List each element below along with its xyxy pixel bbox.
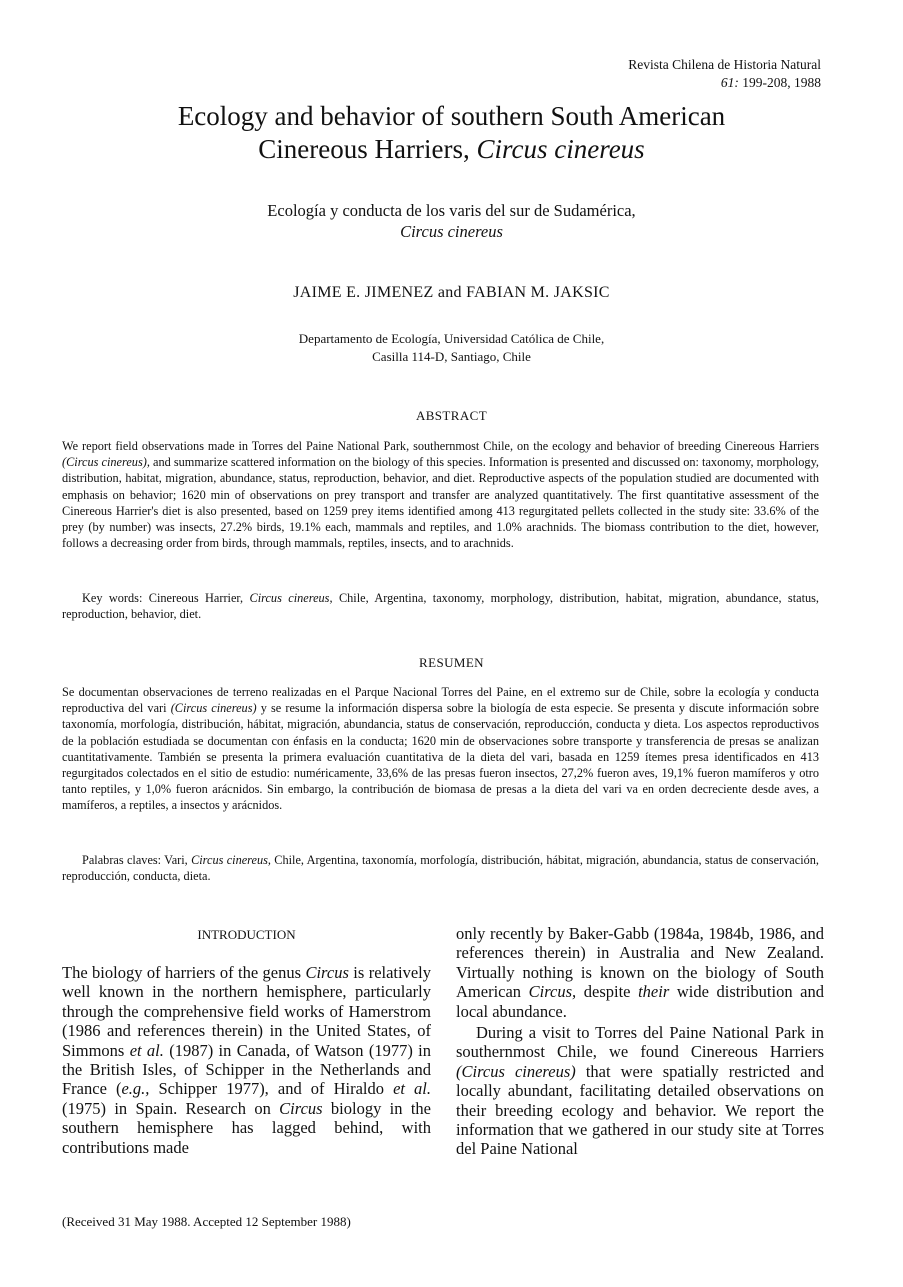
paper-title bbox=[60, 100, 843, 166]
introduction-heading: INTRODUCTION bbox=[197, 927, 296, 942]
resumen-body bbox=[62, 684, 819, 814]
intro-right-text-3: wide distribution and local abundance. bbox=[456, 982, 824, 1021]
journal-name: Revista Chilena de Historia Natural bbox=[628, 57, 821, 72]
journal-volume: 61: bbox=[720, 75, 739, 90]
introduction-right-column bbox=[456, 924, 824, 1159]
keywords-list: Chile, Argentina, taxonomy, morphology, distribution, habitat, migration, abundance, status, reproduction, behavior, diet. bbox=[62, 591, 819, 622]
abstract-heading: ABSTRACT bbox=[415, 408, 488, 423]
resumen-text-2: y se resume la información dispersa sobre la biología de esta especie. Se presenta y discute información sobre taxonomía, morfología, distribución, hábitat, migración, abundancia, status de conservación, reproducción, conducta y dieta. Los aspectos reproductivos de la población estudiada se documentan con énfasis en la conducta; 1620 min de observaciones sobre transporte y transferencia de presas se analizan cuantitativamente. También se presenta la primera evaluación cuantitativa de la dieta del vari, basada en 1259 ítemes presa identificados en 413 regurgitados colectados en el sitio de estudio: numéricamente, 33,6% de las presas fueron insectos, 27,2% fueron aves, 19,1% fueron mamíferos y otro tanto reptiles, y 1,0% fueron arácnidos. Sin embargo, la contribución de biomasa de presas a la dieta del vari va en orden decreciente desde aves, a mamíferos, a reptiles, a insectos y arácnidos. bbox=[62, 701, 819, 813]
intro-left-genus-2: Circus bbox=[279, 1098, 323, 1118]
intro-right-text-1: only recently by Baker-Gabb (1984a, 1984b, 1986, and references therein) in Australia and New Zealand. Virtually nothing is known on the biology of South American bbox=[456, 924, 824, 1002]
received-note: (Received 31 May 1988. Accepted 12 September 1988) bbox=[62, 1214, 351, 1229]
abstract-species: (Circus cinereus), bbox=[62, 455, 150, 470]
spanish-title-line-1: Ecología y conducta de los varis del sur de Sudamérica, bbox=[267, 201, 636, 220]
affiliation-line-1: Departamento de Ecología, Universidad Católica de Chile, bbox=[298, 331, 605, 346]
abstract-text-2: and summarize scattered information on the biology of this species. Information is presented and discussed on: taxonomy, morphology, distribution, habitat, migration, abundance, status, reproduction, behavior, and diet. Reproductive aspects of the population studied are documented with emphasis on behavior; 1620 min of observations on prey transport and transfer are analyzed quantitatively. The first quantitative assessment of the Cinereous Harrier's diet is also presented, based on 1259 prey items identified among 413 regurgitated pellets collected in the study site: 33.6% of the prey (by number) was insects, 27.2% birds, 19.1% each, mammals and reptiles, and 1.0% arachnids. The biomass contribution to the diet, however, follows a decreasing order from birds, through mammals, reptiles, insects, and to arachnids. bbox=[62, 455, 819, 551]
palabras-label: Palabras claves: Vari, bbox=[82, 853, 192, 867]
intro-left-text-1: The biology of harriers of the genus bbox=[62, 963, 306, 982]
palabras-species: Circus cinereus, bbox=[191, 853, 271, 867]
intro-right-paragraph-2 bbox=[456, 1023, 824, 1159]
spanish-title bbox=[60, 200, 843, 242]
resumen-keywords bbox=[62, 852, 819, 884]
abstract-text-1: We report field observations made in Torres del Paine National Park, southernmost Chile, on the ecology and behavior of breeding Cinereous Harriers bbox=[62, 439, 819, 453]
resumen-species: (Circus cinereus) bbox=[170, 701, 257, 716]
intro-left-text-6: biology in the southern hemisphere has lagged behind, with contributions made bbox=[62, 1098, 431, 1157]
title-line-2-text: Cinereous Harriers, bbox=[258, 134, 477, 164]
keywords-label: Key words: Cinereous Harrier, bbox=[82, 591, 250, 605]
affiliation-line-2: Casilla 114-D, Santiago, Chile bbox=[372, 349, 531, 364]
intro-left-text-3: (1987) in Canada, of Watson (1977) in the British Isles, of Schipper in the Netherlands and France ( bbox=[62, 1040, 431, 1099]
intro-left-text-5: (1975) in Spain. Research on bbox=[62, 1098, 280, 1118]
spanish-title-species: Circus cinereus bbox=[400, 222, 503, 241]
journal-volume-pages bbox=[628, 74, 821, 92]
title-line-2 bbox=[60, 133, 843, 166]
intro-left-eg: e.g., bbox=[121, 1079, 150, 1099]
intro-right-their: their bbox=[638, 982, 670, 1002]
authors: JAIME E. JIMENEZ and FABIAN M. JAKSIC bbox=[293, 284, 610, 301]
intro-right-text-2: despite bbox=[576, 982, 639, 1002]
journal-pages: 199-208, 1988 bbox=[738, 75, 821, 90]
intro-left-etal-2: et al. bbox=[393, 1079, 431, 1099]
intro-right-text-4: During a visit to Torres del Paine National Park in southernmost Chile, we found Cinereous Harriers bbox=[456, 1023, 824, 1062]
resumen-heading: RESUMEN bbox=[419, 655, 484, 670]
resumen-text-1: Se documentan observaciones de terreno realizadas en el Parque Nacional Torres del Paine, en el extremo sur de Chile, sobre la ecología y conducta reproductiva del vari bbox=[62, 685, 819, 716]
intro-right-species: (Circus cinereus) bbox=[456, 1061, 576, 1081]
keywords-species: Circus cinereus, bbox=[249, 591, 333, 605]
intro-right-paragraph-1 bbox=[456, 924, 824, 1021]
title-species: Circus cinereus bbox=[476, 134, 645, 164]
abstract-keywords bbox=[62, 590, 819, 622]
intro-left-genus-1: Circus bbox=[305, 963, 349, 982]
intro-right-text-5: that were spatially restricted and locally abundant, facilitating detailed observations on their breeding ecology and behavior. We report the information that we gathered in our study site at Torres del Paine National bbox=[456, 1061, 824, 1159]
intro-left-text-2: is relatively well known in the northern hemisphere, particularly through the comprehensive field works of Hamerstrom (1986 and references therein) in the United States, of Simmons bbox=[62, 963, 431, 1060]
spanish-title-line-2 bbox=[60, 221, 843, 242]
journal-citation bbox=[628, 56, 821, 92]
affiliation bbox=[60, 330, 843, 366]
title-line-1: Ecology and behavior of southern South American bbox=[177, 101, 726, 131]
intro-left-etal-1: et al. bbox=[129, 1040, 164, 1060]
abstract-body bbox=[62, 438, 819, 551]
intro-right-genus: Circus, bbox=[528, 982, 577, 1002]
introduction-left-column bbox=[62, 963, 431, 1157]
palabras-list: Chile, Argentina, taxonomía, morfología, distribución, hábitat, migración, abundancia, status de conservación, reproducción, conducta, dieta. bbox=[62, 853, 819, 884]
intro-left-text-4: Schipper 1977), and of Hiraldo bbox=[149, 1079, 394, 1099]
